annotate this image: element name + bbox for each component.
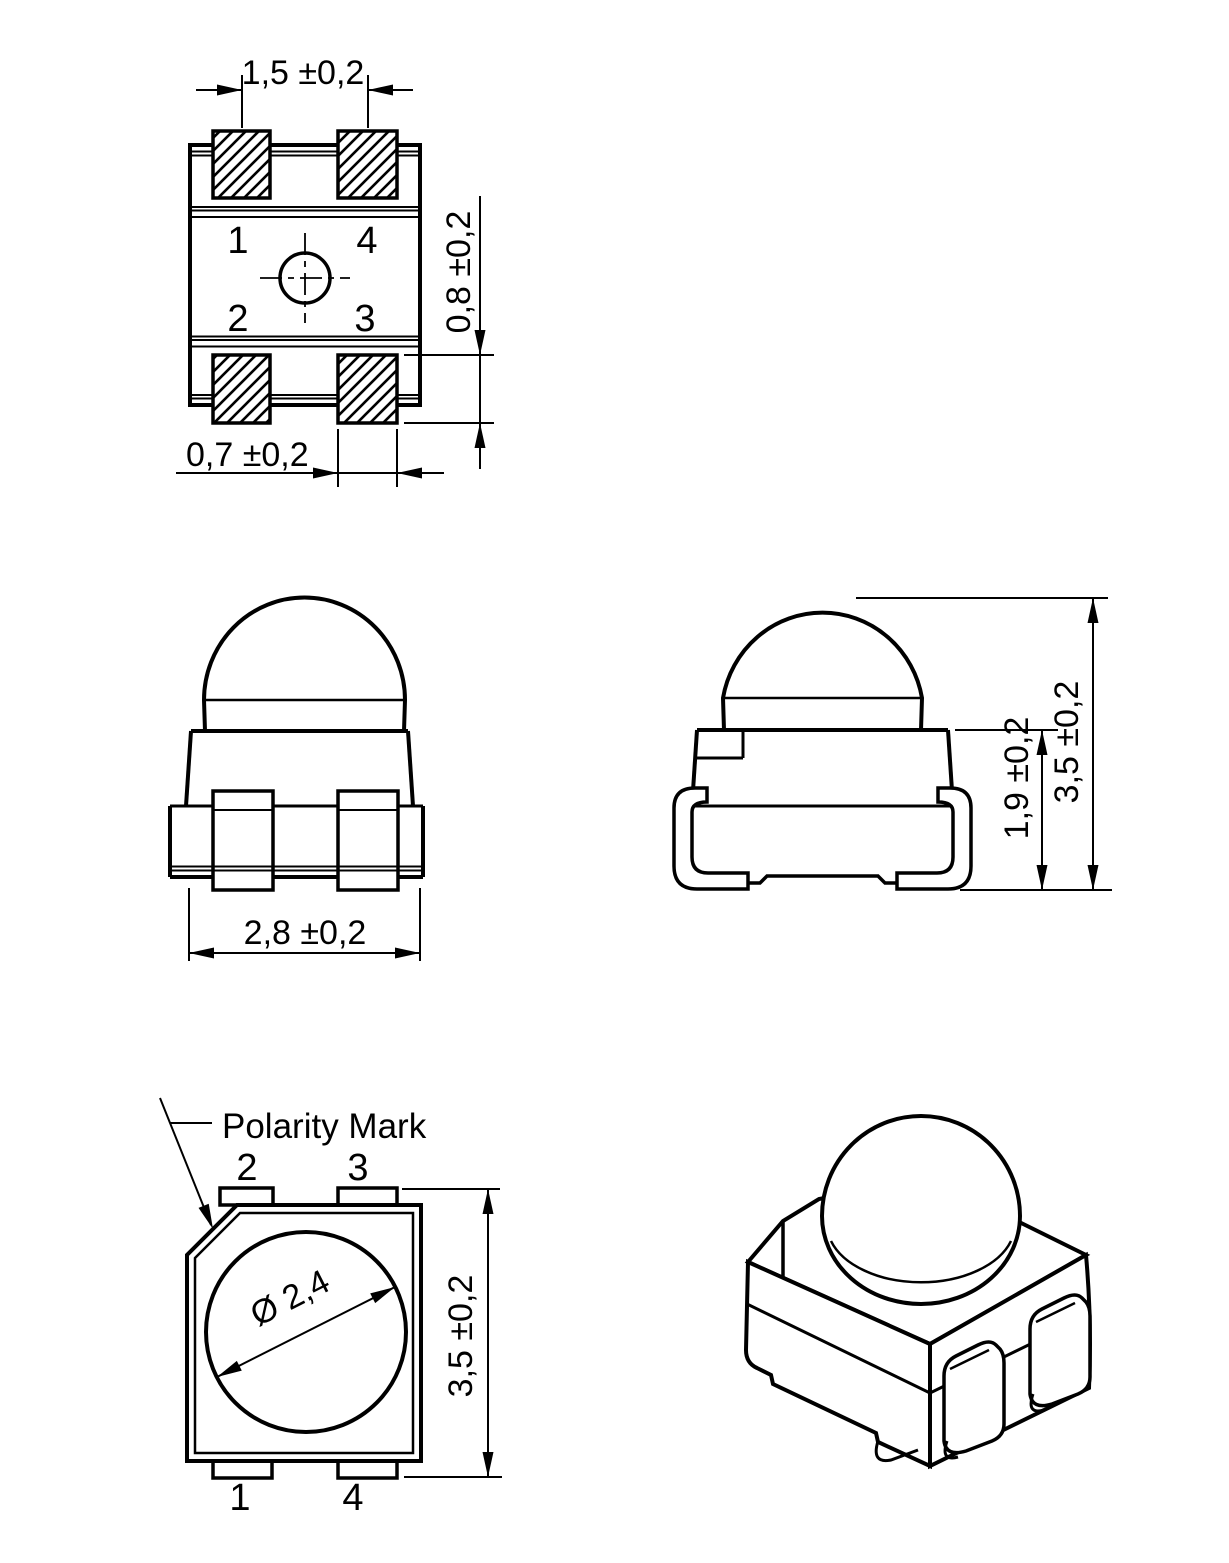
dim-arrow [189, 948, 214, 959]
pad-view-pin-2: 2 [227, 298, 249, 340]
dim-body-width [189, 888, 420, 961]
dim-pad-length [404, 196, 494, 469]
front-body-right-side [408, 731, 413, 806]
dim-arrow [475, 423, 486, 448]
top-view-tab-pin1 [213, 1461, 272, 1478]
dim-arrow [395, 948, 420, 959]
iso-lead-upper [1030, 1295, 1090, 1411]
dim-arrow [397, 468, 422, 479]
pad-view-pin-1: 1 [227, 220, 249, 262]
front-body-left-side [186, 731, 191, 806]
top-view-tab-pin2 [220, 1188, 273, 1205]
dim-arrow [368, 85, 393, 96]
dim-label-body-width: 2,8 ±0,2 [243, 914, 367, 952]
dim-label-body-length: 3,5 ±0,2 [442, 1274, 480, 1398]
front-dome-outline [204, 598, 405, 731]
top-view-pin-1: 1 [229, 1477, 251, 1519]
dim-label-lens-diameter: Ø 2,4 [244, 1262, 336, 1335]
dim-arrow [217, 85, 242, 96]
dim-arrow [313, 468, 338, 479]
side-view [674, 598, 1112, 890]
dim-pad-pitch [196, 54, 413, 128]
iso-lead-lower [944, 1342, 1004, 1458]
dim-body-height [998, 717, 1048, 890]
front-lead-right [338, 791, 398, 890]
pad-2-hatched [213, 355, 270, 423]
side-dome-outline [723, 613, 922, 730]
dim-label-pad-pitch: 1,5 ±0,2 [241, 54, 365, 92]
pad-3-hatched [338, 355, 397, 423]
dim-label-total-height: 3,5 ±0,2 [1048, 680, 1086, 804]
dim-label-pad-width: 0,7 ±0,2 [186, 436, 309, 474]
dim-total-height [1048, 598, 1099, 890]
front-lead-left [213, 791, 273, 890]
pad-view-pin-3: 3 [354, 298, 376, 340]
dim-arrow [483, 1452, 494, 1477]
side-gullwing-lead-left [674, 788, 748, 889]
pad-view [176, 54, 494, 487]
front-view [170, 598, 423, 961]
dim-arrow [483, 1189, 494, 1214]
dim-label-pad-length: 0,8 ±0,2 [440, 210, 478, 334]
dim-arrow [1088, 865, 1099, 890]
top-view [160, 1098, 502, 1519]
polarity-mark-label: Polarity Mark [222, 1107, 427, 1146]
top-view-pin-2: 2 [236, 1147, 258, 1189]
side-gullwing-lead-right [897, 788, 971, 889]
top-view-pin-4: 4 [342, 1477, 364, 1519]
pad-view-pin-4: 4 [356, 220, 378, 262]
top-view-pin-3: 3 [347, 1147, 369, 1189]
iso-view [746, 1116, 1090, 1466]
dim-pad-width [176, 429, 444, 487]
dim-arrow [1037, 730, 1048, 755]
dim-label-body-height: 1,9 ±0,2 [998, 716, 1036, 840]
dim-arrow [1037, 865, 1048, 890]
dim-arrow [1088, 598, 1099, 623]
iso-dome-lens [822, 1116, 1020, 1304]
top-view-tab-pin4 [338, 1461, 397, 1478]
top-view-tab-pin3 [338, 1188, 397, 1205]
pad-4-hatched [338, 131, 397, 198]
pad-1-hatched [213, 131, 270, 198]
side-body-bottom-edge [748, 876, 897, 883]
